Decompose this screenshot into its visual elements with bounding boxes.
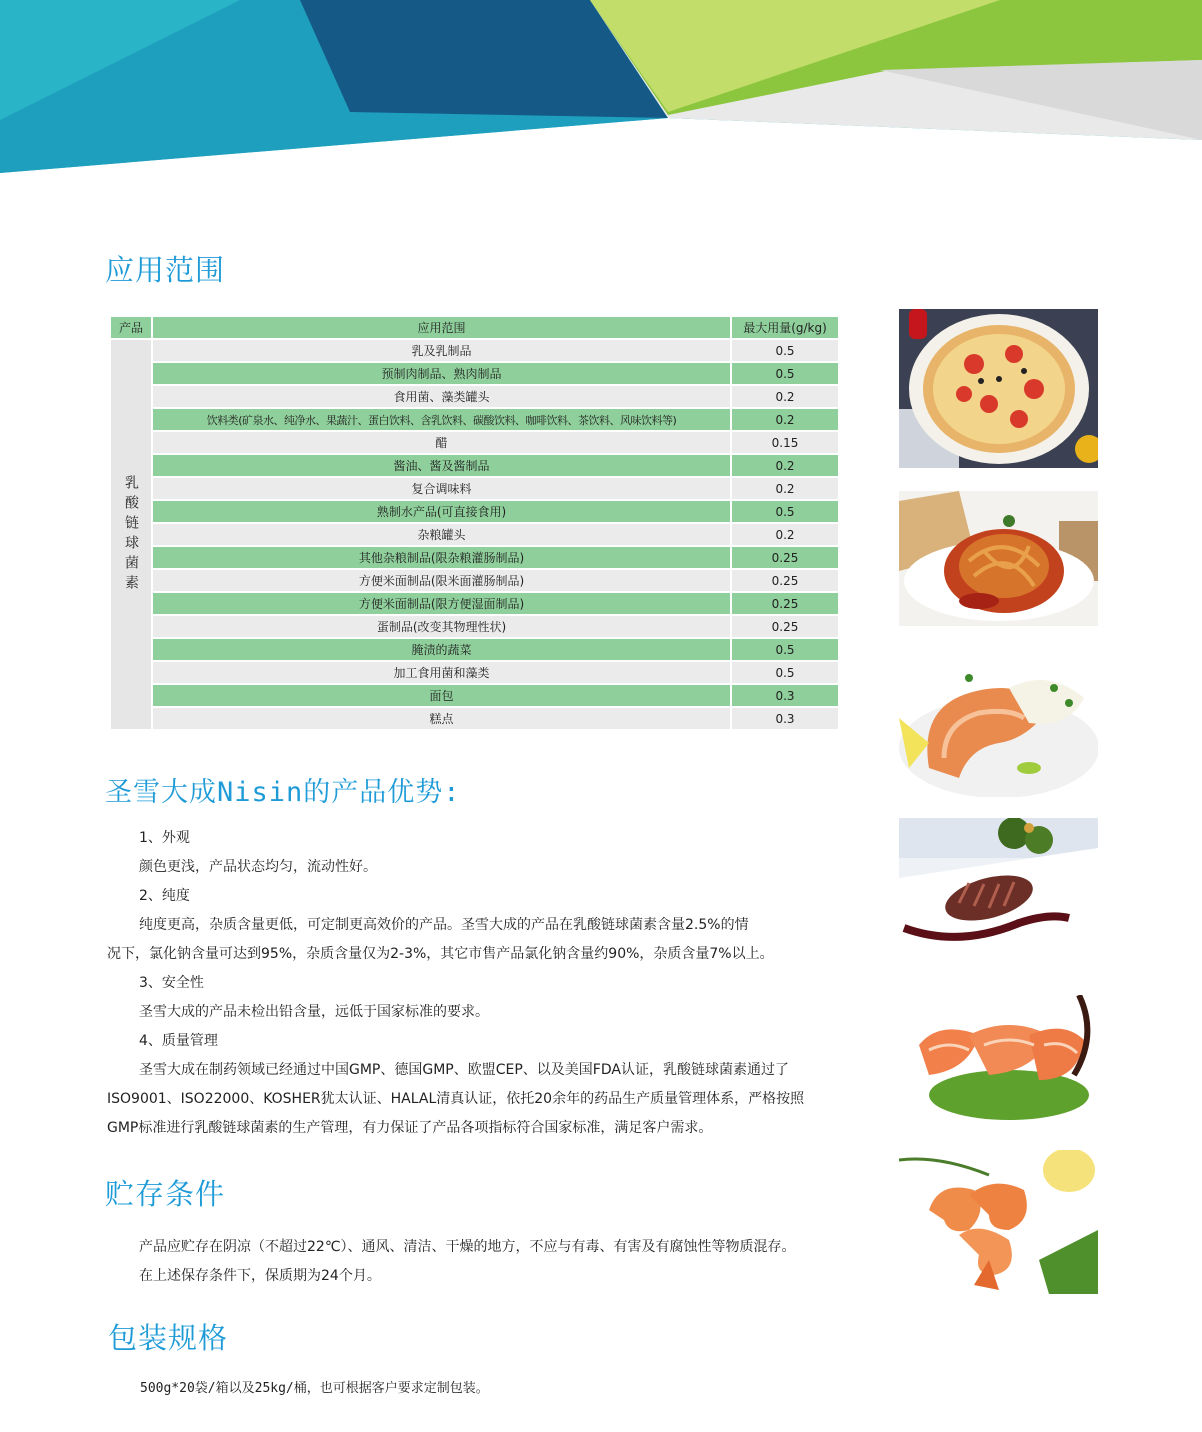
max-cell: 0.2 [731,523,839,546]
max-cell: 0.25 [731,615,839,638]
scope-cell: 食用菌、藻类罐头 [152,385,731,408]
advantage-text: GMP标准进行乳酸链球菌素的生产管理，有力保证了产品各项指标符合国家标准，满足客户需求。 [107,1120,713,1136]
application-title: 应用范围 [105,253,226,287]
max-cell: 0.25 [731,546,839,569]
scope-cell: 熟制水产品(可直接食用) [152,500,731,523]
header-banner [0,0,1202,180]
max-cell: 0.25 [731,592,839,615]
table-row [110,339,839,362]
scope-cell: 蛋制品(改变其物理性状) [152,615,731,638]
storage-text [107,1233,867,1291]
scope-cell: 饮料类(矿泉水、纯净水、果蔬汁、蛋白饮料、含乳饮料、碳酸饮料、咖啡饮料、茶饮料、风味饮料等) [152,408,731,431]
table-row [110,362,839,385]
scope-cell: 腌渍的蔬菜 [152,638,731,661]
packaging-title: 包装规格 [108,1321,229,1355]
max-cell: 0.2 [731,385,839,408]
advantage-heading: 1、外观 [139,830,190,846]
scope-cell: 醋 [152,431,731,454]
table-row [110,431,839,454]
header-scope: 应用范围 [152,316,731,339]
scope-cell: 加工食用菌和藻类 [152,661,731,684]
product-name-cell: 乳酸链球菌素 [110,339,152,730]
max-cell: 0.15 [731,431,839,454]
scope-cell: 糕点 [152,707,731,730]
max-cell: 0.3 [731,684,839,707]
table-row [110,500,839,523]
advantage-text: 圣雪大成在制药领域已经通过中国GMP、德国GMP、欧盟CEP、以及美国FDA认证，乳酸链球菌素通过了 [139,1062,789,1078]
max-cell: 0.5 [731,362,839,385]
scope-cell: 复合调味料 [152,477,731,500]
table-row [110,454,839,477]
scope-cell: 杂粮罐头 [152,523,731,546]
duck-breast-photo [899,818,1098,973]
table-row [110,523,839,546]
max-cell: 0.2 [731,454,839,477]
header-product: 产品 [110,316,152,339]
scope-cell: 乳及乳制品 [152,339,731,362]
table-row [110,569,839,592]
advantage-heading: 2、纯度 [139,888,190,904]
table-row [110,477,839,500]
pizza-photo [899,309,1098,468]
max-cell: 0.2 [731,408,839,431]
packaging-text: 500g*20袋/箱以及25kg/桶，也可根据客户要求定制包装。 [140,1381,489,1396]
advantage-text: 纯度更高，杂质含量更低，可定制更高效价的产品。圣雪大成的产品在乳酸链球菌素含量2.5%的情 [139,917,749,933]
table-row [110,707,839,730]
max-cell: 0.2 [731,477,839,500]
max-cell: 0.5 [731,500,839,523]
scope-cell: 其他杂粮制品(限杂粮灌肠制品) [152,546,731,569]
storage-title: 贮存条件 [105,1177,226,1211]
scope-cell: 方便米面制品(限米面灌肠制品) [152,569,731,592]
advantages-list [107,824,867,1143]
shrimp-photo [899,1150,1098,1294]
table-row [110,661,839,684]
header-max: 最大用量(g/kg) [731,316,839,339]
advantage-text: 况下，氯化钠含量可达到95%，杂质含量仅为2-3%，其它市售产品氯化钠含量约90%，杂质含量7%以上。 [107,946,774,962]
application-table [109,315,840,731]
advantage-heading: 3、安全性 [139,975,204,991]
max-cell: 0.25 [731,569,839,592]
scope-cell: 面包 [152,684,731,707]
table-row [110,615,839,638]
max-cell: 0.5 [731,661,839,684]
advantages-title: 圣雪大成Nisin的产品优势: [105,777,461,808]
table-row [110,408,839,431]
table-header-row [110,316,839,339]
table-row [110,638,839,661]
advantage-text: 圣雪大成的产品未检出铅含量，远低于国家标准的要求。 [139,1004,489,1020]
max-cell: 0.5 [731,638,839,661]
spaghetti-photo [899,491,1098,626]
storage-line: 在上述保存条件下，保质期为24个月。 [139,1268,381,1284]
table-row [110,385,839,408]
max-cell: 0.5 [731,339,839,362]
table-row [110,546,839,569]
advantage-text: ISO9001、ISO22000、KOSHER犹太认证、HALAL清真认证，依托20余年的药品生产质量管理体系，严格按照 [107,1091,805,1107]
max-cell: 0.3 [731,707,839,730]
scope-cell: 酱油、酱及酱制品 [152,454,731,477]
table-row [110,592,839,615]
table-row [110,684,839,707]
scope-cell: 方便米面制品(限方便湿面制品) [152,592,731,615]
scope-cell: 预制肉制品、熟肉制品 [152,362,731,385]
advantage-text: 颜色更浅，产品状态均匀，流动性好。 [139,859,377,875]
advantage-heading: 4、质量管理 [139,1033,218,1049]
salmon-sashimi-photo [899,995,1098,1126]
salmon-steak-photo [899,648,1098,797]
storage-line: 产品应贮存在阴凉（不超过22℃）、通风、清洁、干燥的地方，不应与有毒、有害及有腐蚀性等物质混存。 [139,1239,796,1255]
